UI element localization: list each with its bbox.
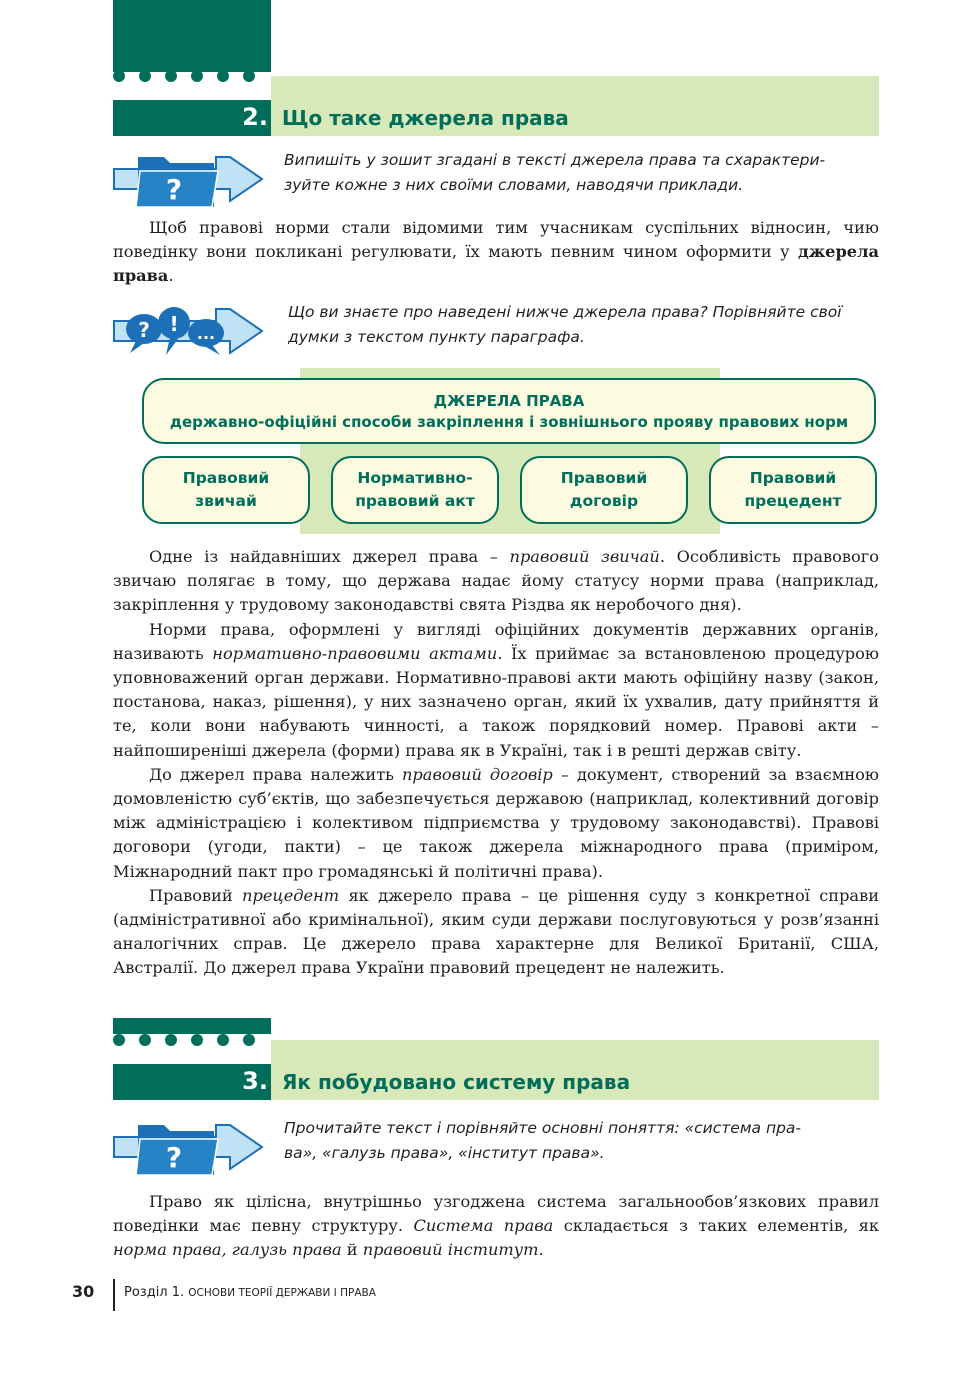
footer-divider bbox=[113, 1279, 115, 1311]
page-number: 30 bbox=[72, 1282, 95, 1301]
speech-bubbles-icon bbox=[112, 303, 267, 361]
svg-text:!: ! bbox=[169, 312, 179, 336]
section-number: 3. bbox=[242, 1067, 268, 1095]
paragraph-contract: До джерел права належить правовий договір – документ, створений за взаємною домовленістю суб’єктів, що забезпечується державою (наприклад, колективний договір між адміністрацією і колективом підприємства у трудовому законодавстві). Правові договори (угоди, пакти) – це також джерела міжнародного права (приміром, Міжнародний пакт про громадянські й політичні права). bbox=[113, 764, 879, 881]
section-number: 2. bbox=[242, 103, 268, 131]
svg-text:?: ? bbox=[138, 318, 150, 342]
svg-text:?: ? bbox=[165, 173, 183, 206]
diagram-subtitle: державно-офіційні способи закріплення і зовнішнього прояву правових норм bbox=[169, 413, 849, 431]
task-icon-folder bbox=[112, 1117, 267, 1177]
paragraph-normative-act: Норми права, оформлені у вигляді офіційних документів державних органів, називають нормативно-правовими актами. Їх приймає за встановленою процедурою уповноважений орган держави. Нормативно-правові акти мають офіційну назву (закон, постанова, наказ, рішення), у них зазначено орган, який їх ухвалив, дату прийняття й те, коли вони набувають чинності, а також порядковий номер. Правові акти – найпоширеніші джерела (форми) права як в Україні, так і в решті держав світу. bbox=[113, 619, 879, 760]
section-3-paragraph: Право як цілісна, внутрішньо узгоджена система загальнообов’язкових правил поведінки має певну структуру. Система права складається з таких елементів, як норма права, галузь права й правовий інститут. bbox=[113, 1192, 879, 1260]
header-tab-block bbox=[113, 0, 271, 72]
diagram-box-normative-act: Нормативно- правовий акт bbox=[331, 456, 499, 524]
diagram-box-contract: Правовий договір bbox=[520, 456, 688, 524]
folder-question-icon bbox=[112, 1117, 267, 1177]
task-icon-folder bbox=[112, 149, 267, 209]
diagram-box-custom: Правовий звичай bbox=[142, 456, 310, 524]
folder-question-icon bbox=[112, 149, 267, 209]
chapter-label: Розділ 1. bbox=[124, 1285, 185, 1300]
running-footer bbox=[124, 1285, 376, 1300]
chapter-title: ОСНОВИ ТЕОРІЇ ДЕРЖАВИ І ПРАВА bbox=[188, 1287, 376, 1299]
diagram-main-box bbox=[142, 378, 876, 444]
paragraph-custom: Одне із найдавніших джерел права – правовий звичай. Особливість правового звичаю полягає в тому, що держава надає йому статусу норми права (наприклад, закріплення у трудовому законодавстві свята Різдва як неробочого дня). bbox=[113, 547, 879, 615]
diagram-title: ДЖЕРЕЛА ПРАВА bbox=[433, 392, 585, 410]
diagram-box-precedent: Правовий прецедент bbox=[709, 456, 877, 524]
task-icon-bubbles bbox=[112, 303, 267, 361]
body-text bbox=[113, 545, 879, 981]
section-title: Як побудовано систему права bbox=[282, 1070, 631, 1094]
svg-text:...: ... bbox=[196, 324, 216, 343]
svg-text:?: ? bbox=[165, 1141, 183, 1174]
paragraph-precedent: Правовий прецедент як джерело права – це рішення суду з конкретної справи (адміністративної або кримінальної), яким суди держави послуговуються у розв’язанні аналогічних справ. Це джерело права характерне для Великої Британії, США, Австралії. До джерел права України правовий прецедент не належить. bbox=[113, 885, 879, 978]
task-instruction-1: Випишіть у зошит згадані в тексті джерела права та схарактери- зуйте кожне з них своїми словами, наводячи приклади. bbox=[284, 151, 826, 194]
intro-paragraph: Щоб правові норми стали відомими тим учасникам суспільних відносин, чию поведінку вони покликані регулювати, їх мають певним чином оформити у джерела права. bbox=[113, 218, 879, 286]
task-instruction-3: Прочитайте текст і порівняйте основні поняття: «система пра- ва», «галузь права», «інститут права». bbox=[284, 1119, 802, 1162]
task-instruction-2: Що ви знаєте про наведені нижче джерела права? Порівняйте свої думки з текстом пункту параграфа. bbox=[288, 303, 842, 346]
section-title: Що таке джерела права bbox=[282, 106, 569, 130]
header-tab-block bbox=[113, 1018, 271, 1034]
